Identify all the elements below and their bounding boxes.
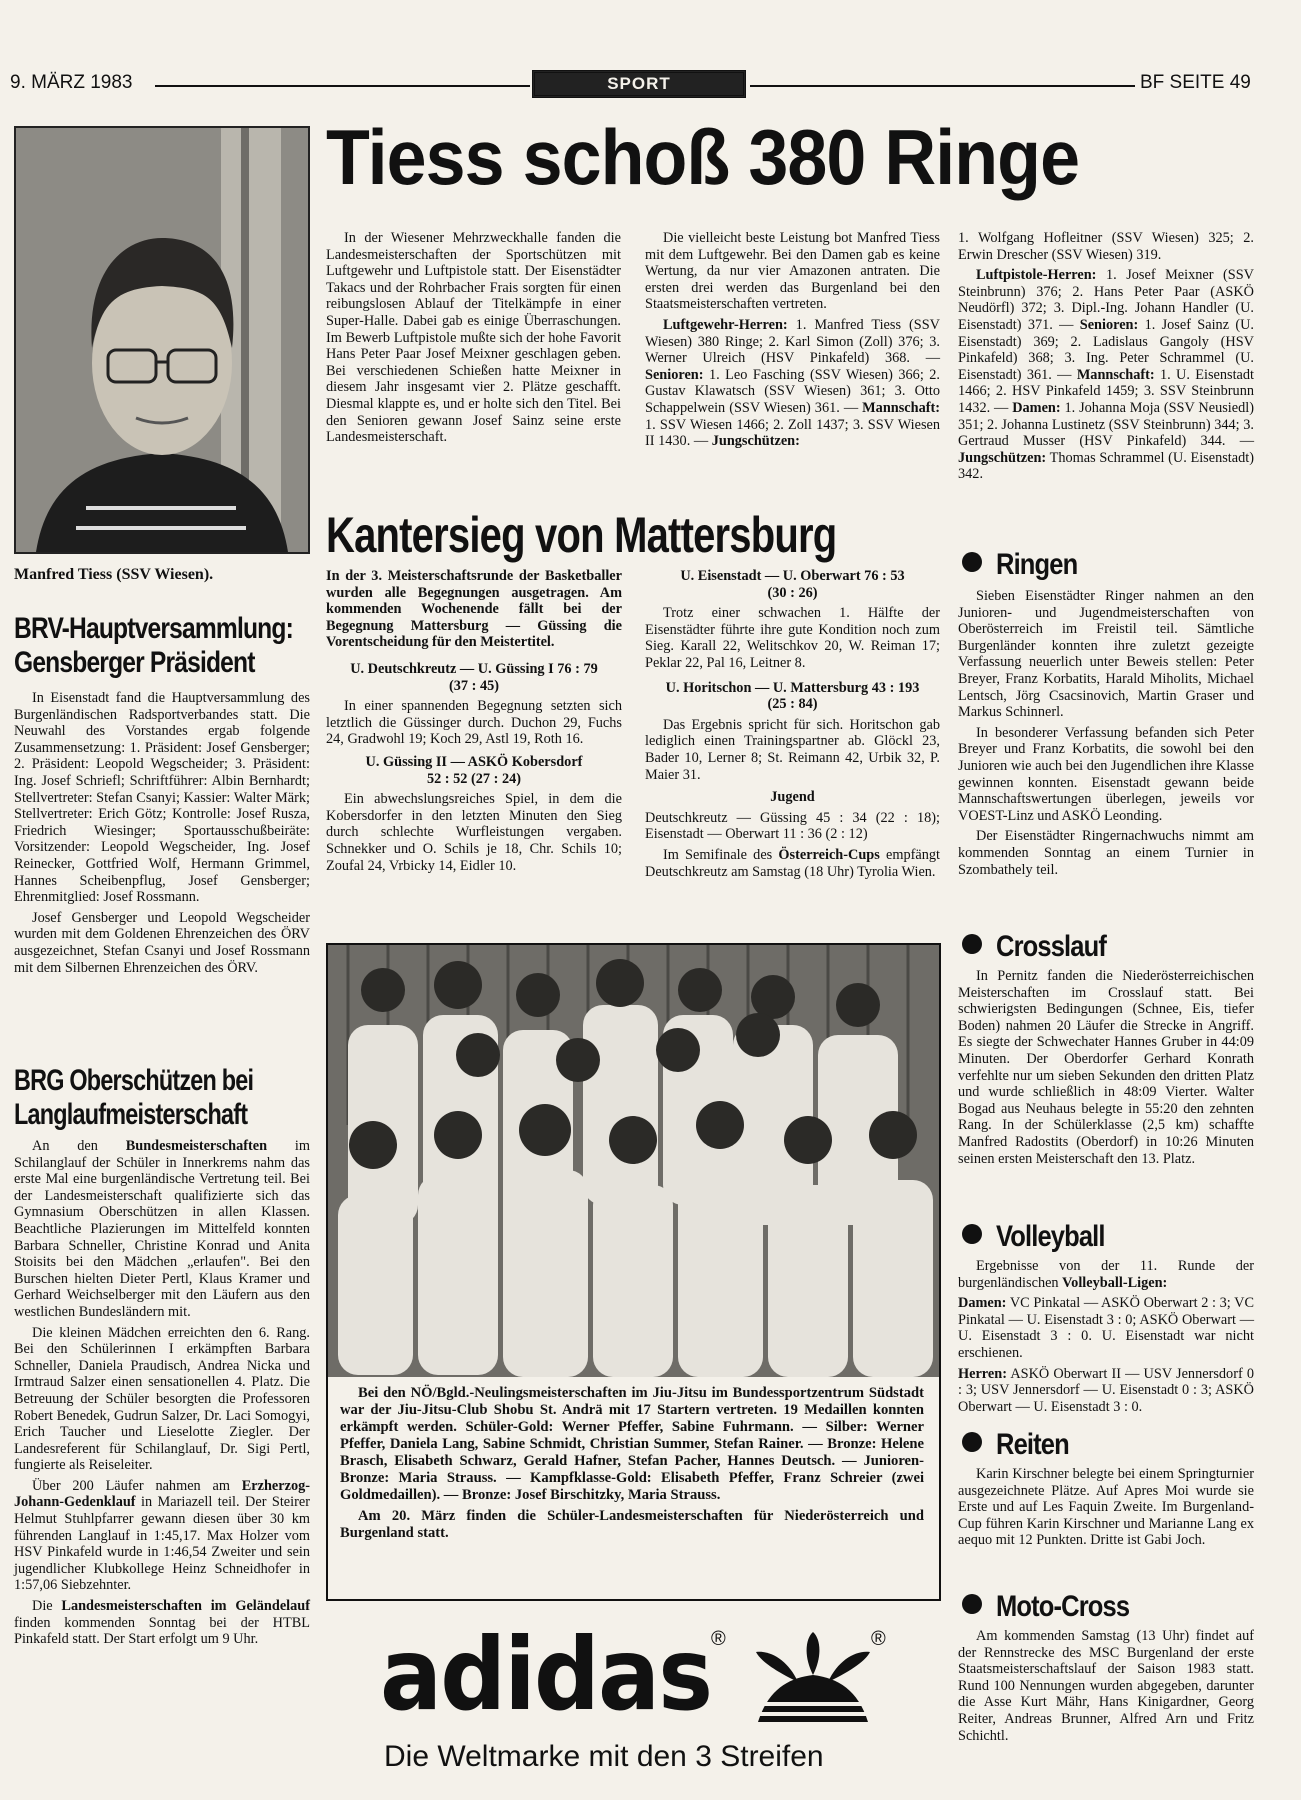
motocross-title: Moto-Cross	[996, 1590, 1130, 1623]
brv-text2: Josef Gensberger und Leopold Wegscheider wurden mit dem Goldenen Ehrenzeichen des ÖRV ausgezeichnet, Stefan Csanyi und Josef Rossmann mit dem Silbernen Ehrenzeichen des ÖRV.	[14, 909, 310, 976]
label-mannschaft-lp: Mannschaft:	[1076, 366, 1155, 383]
game3-sub: (30 : 26)	[767, 584, 818, 601]
game4-sub: (25 : 84)	[767, 696, 818, 713]
crosslauf-text: In Pernitz fanden die Niederösterreichischen Meisterschaften im Crosslauf statt. Bei schwierigsten Bedingungen (Schnee, Eis, tiefer Boden) nahmen 20 Läufer die Strecke in Angriff. Es siegte der Schwechater Hannes Gruber in 44:09 Minuten. Der Oberdorfer Gerhard Konrath verfehlte nur um sieben Sekunden den dritten Platz und wurde schließlich in 48:09 Vierter. Walter Bogad aus Neuhaus belegte in 55:20 den zehnten Rang. In der Schülerklasse (2,5 km) schaffte Manfred Radostits (Oberdorf) in 10:26 Minuten seinen ersten Meisterschaft den 13. Platz.	[958, 968, 1254, 1167]
jiujitsu-caption: Bei den NÖ/Bgld.-Neulingsmeisterschaften im Jiu-Jitsu im Bundessportzentrum Südstadt war der Jiu-Jitsu-Club Shobu St. Andrä mit 17 Startern vertreten. 19 Medaillen konnten erkämpft werden. Schüler-Gold: Werner Pfeffer, Sabine Fuhrmann. — Silber: Werner Pfeffer, Daniela Lang, Sabine Schmidt, Christian Summer, Stefan Rainer. — Bronze: Helene Brasch, Elisabeth Schwarz, Gerald Hafner, Stefan Pacher, Hannes Deutsch. — Junioren-Bronze: Maria Strauss. — Kampfklasse-Gold: Elisabeth Pfeffer, Franz Schreier (zwei Goldmedaillen). — Bronze: Josef Birschitzky, Maria Strauss.	[340, 1385, 924, 1503]
reiten-text: Karin Kirschner belegte bei einem Springturnier ausgezeichnete Plätze. Auf Apres Moi wurde sie Erste und auf Les Faquin Zweite. Im Burgenland-Cup führen Karin Kirschner und Marianne Lang ex aequo mit 12 Punkten. Dritte ist Gabi Joch.	[958, 1466, 1254, 1549]
adidas-trefoil-icon	[748, 1630, 878, 1730]
label-luftgewehr: Luftgewehr-Herren:	[663, 316, 788, 333]
volleyball-article	[958, 1258, 1254, 1419]
cup-pre: Im Semifinale des	[663, 846, 773, 863]
masthead-rule-right	[750, 85, 1135, 87]
cup-bold: Österreich-Cups	[778, 846, 880, 863]
crosslauf-title: Crosslauf	[996, 930, 1106, 963]
label-senioren: Senioren:	[645, 366, 704, 383]
brg-article	[14, 1138, 310, 1652]
bullet-icon	[962, 1224, 982, 1244]
crosslauf-headline	[962, 930, 1125, 964]
jiujitsu-caption-2: Am 20. März finden die Schüler-Landesmeisterschaften für Niederösterreich und Burgenland statt.	[340, 1508, 924, 1541]
ringen-text1: Sieben Eisenstädter Ringer nahmen an den Junioren- und Jugendmeisterschaften von Oberösterreich im Freistil teil. Sämtliche Burgenländer konnten ihre zuletzt gezeigte Verfassung neuerlich unter Beweis stellen: Peter Breyer, Franz Korbatits, Harald Miholits, Michael Lentsch, Jörg Csacsinovich, Martin Graser und Markus Schinnerl.	[958, 588, 1254, 721]
jung-lp-results: Thomas Schrammel (U. Eisenstadt) 342.	[958, 449, 1254, 483]
reiten-title: Reiten	[996, 1428, 1069, 1461]
brv-headline-1: BRV-Hauptversammlung:	[14, 612, 293, 645]
label-jung-lp: Jungschützen:	[958, 449, 1047, 466]
brg-text2: Die kleinen Mädchen erreichten den 6. Rang. Bei den Schülerinnen I erkämpften Barbara Schneller, Daniela Praudisch, Andrea Nicka und Irmtraud Salzer einen sensationellen 4. Platz. Die Betreuung der Schüler besorgten die Professoren Robert Benedek, Gudrun Salzer, Dr. Laci Somogyi, Erich Taucher und Lieselotte Ziegler. Der Landesreferent für Schilanglauf, Dr. Sigi Pertl, fungierte als Reiseleiter.	[14, 1324, 310, 1474]
brg-text3-pre: Über 200 Läufer nahmen am	[32, 1477, 230, 1494]
main-col3-text2	[958, 267, 1254, 483]
brg-text3-rest: in Mariazell teil. Der Steirer Helmut Stuhlpfarrer gewann diesen über 30 km führenden Langlauf in 1:45,17. Max Holzer vom HSV Pinkafeld wurde in 1:46,54 Zweiter und sein jugendlicher Klubkollege Heinz Schneidhofer in 1:57,06 Siebzehnter.	[14, 1494, 310, 1594]
adidas-registered-1: ®	[711, 1628, 726, 1650]
volleyball-intro-bold: Volleyball-Ligen:	[1062, 1274, 1168, 1291]
volleyball-title: Volleyball	[996, 1220, 1105, 1253]
volleyball-intro	[958, 1258, 1254, 1291]
cup-rest: empfängt Deutschkreutz am Samstag (18 Uhr) Tyrolia Wien.	[645, 846, 940, 880]
adidas-registered-2: ®	[871, 1628, 886, 1650]
volleyball-damen-results: VC Pinkatal — ASKÖ Oberwart 2 : 3; VC Pinkatal — U. Eisenstadt 3 : 0; ASKÖ Oberwart — U. Eisenstadt 3 : 0. U. Eisenstadt war nicht erschienen.	[958, 1295, 1254, 1361]
game2-title: U. Güssing II — ASKÖ Kobersdorf	[365, 753, 583, 770]
brg-headline-2: Langlaufmeisterschaft	[14, 1098, 248, 1131]
luftgewehr-results: 1. Manfred Tiess (SSV Wiesen) 380 Ringe; 2. Karl Simon (Zoll) 376; 3. Werner Ulreich (HSV Pinkafeld) 368. —	[645, 316, 940, 367]
label-mannschaft: Mannschaft:	[862, 399, 941, 416]
masthead	[10, 70, 1255, 100]
volleyball-herren-results: ASKÖ Oberwart II — USV Jennersdorf 0 : 3; USV Jennersdorf — U. Eisenstadt 0 : 3; ASKÖ Oberwart — U. Eisenstadt 3 : 0.	[958, 1365, 1254, 1415]
ringen-article	[958, 588, 1254, 882]
game4-title: U. Horitschon — U. Mattersburg 43 : 193	[665, 679, 920, 696]
bullet-icon	[962, 552, 982, 572]
ringen-headline	[962, 548, 1092, 582]
reiten-headline	[962, 1428, 1082, 1462]
brv-article	[14, 690, 310, 980]
label-damen-vb: Damen:	[958, 1295, 1007, 1312]
portrait-caption: Manfred Tiess (SSV Wiesen).	[14, 566, 214, 583]
brg-text1-pre: An den	[32, 1138, 98, 1154]
crosslauf-article	[958, 968, 1254, 1171]
bullet-icon	[962, 934, 982, 954]
brg-text4	[14, 1598, 310, 1648]
basketball-col1	[326, 568, 622, 878]
volleyball-intro-pre: Ergebnisse von der 11. Runde der burgenländischen	[958, 1258, 1254, 1291]
brg-text3-bold: Erzherzog-Johann-Gedenklauf	[14, 1477, 311, 1511]
masthead-page: BF SEITE 49	[1140, 72, 1251, 93]
volleyball-damen	[958, 1295, 1254, 1361]
portrait-figure	[16, 128, 308, 552]
basketball-col2	[645, 568, 940, 884]
game2-sub: 52 : 52 (27 : 24)	[426, 770, 522, 787]
game1-title: U. Deutschkreutz — U. Güssing I 76 : 79	[350, 660, 598, 677]
reiten-article	[958, 1466, 1254, 1553]
brg-headline-1: BRG Oberschützen bei	[14, 1064, 254, 1097]
main-article-col3	[958, 230, 1254, 487]
jiujitsu-caption-box	[340, 1385, 924, 1546]
brg-text4-bold: Landesmeisterschaften im Geländelauf	[61, 1598, 311, 1615]
senioren-lp-results: 1. Josef Sainz (U. Eisenstadt) 369; 2. Ladislaus Gangoly (HSV Pinkafeld) 368; 3. Ing. Peter Schrammel (U. Eisenstadt) 361. —	[958, 316, 1254, 383]
game1-sub: (37 : 45)	[448, 677, 500, 694]
motocross-article	[958, 1628, 1254, 1748]
jiujitsu-group-photo	[328, 945, 939, 1377]
label-damen-lp: Damen:	[1012, 399, 1061, 416]
main-article-col2	[645, 230, 940, 454]
adidas-ad	[376, 1616, 911, 1795]
brv-text1: In Eisenstadt fand die Hauptversammlung des Burgenländischen Radsportverbandes statt. Die Neuwahl des Vorstandes ergab folgende Zusammensetzung: 1. Präsident: Josef Gensberger; 2. Präsident: Leopold Wegscheider; 3. Präsident: Ing. Josef Schriefl; Schriftführer: Albin Bernhardt; Stellvertreter: Stefan Csanyi; Kassier: Walter Märk; Stellvertreter: Erich Götz; Kontrolle: Josef Rusza, Friedrich Wiesinger; Sportausschußbeiräte: Vorsitzender: Leopold Wegscheider, Ing. Josef Reinecker, Gottfried Wolf, Hermann Grimmel, Hannes Scheibenpflug, Josef Gensberger; Ehrenmitglied: Josef Rossmann.	[14, 690, 310, 906]
main-col2-text2	[645, 317, 940, 450]
basketball-headline: Kantersieg von Mattersburg	[326, 507, 837, 563]
damen-lp-results: 1. Johanna Moja (SSV Neusiedl) 351; 2. Johanna Lustinetz (SSV Steinbrunn) 344; 3. Gertraud Musser (HSV Pinkafeld) 344. —	[958, 399, 1254, 450]
label-jungschuetzen: Jungschützen:	[711, 433, 800, 450]
portrait-photo	[14, 126, 310, 554]
bullet-icon	[962, 1594, 982, 1614]
adidas-wordmark: adidas	[380, 1616, 712, 1733]
main-col2-text1: Die vielleicht beste Leistung bot Manfred Tiess mit dem Luftgewehr. Bei den Damen gab es keine Wertung, da nur vier Amazonen antraten. Die ersten drei werden das Burgenland bei den Staatsmeisterschaften vertreten.	[645, 230, 940, 313]
brg-text1	[14, 1138, 310, 1321]
adidas-slogan: Die Weltmarke mit den 3 Streifen	[384, 1740, 824, 1773]
mannschaft-lp-results: 1. U. Eisenstadt 1466; 2. HSV Pinkafeld 1459; 3. SSV Steinbrunn 1432. —	[958, 366, 1255, 416]
senioren-results: 1. Leo Fasching (SSV Wiesen) 366; 2. Gustav Klawatsch (SSV Wiesen) 361; 3. Otto Schappelwein (SSV Wiesen) 361. —	[645, 366, 940, 416]
brg-text3	[14, 1478, 310, 1594]
game4-text: Das Ergebnis spricht für sich. Horitschon gab lediglich einen Trainingspartner ab. Glöckl 23, Bader 10, Lerner 8; St. Reimann 42, Urbik 32, P. Maier 31.	[645, 716, 940, 783]
jiujitsu-box	[326, 943, 941, 1601]
brg-text1-rest: im Schilanglauf der Schüler in Innerkrems nahm das erste Mal eine burgenländische Vertretung teil. Bei der Landesmeisterschaft qualifizierte sich das Gymnasium Oberschützen in allen Klassen. Beachtliche Plazierungen im Mittelfeld konnten Barbara Schneller, Christine Konrad und Anita Stoisits bei den Mädchen „erlaufen". Bei den Burschen hielten Dieter Pertl, Klaus Kramer und Gerhard Weichselberger mit den Läufern aus den westlichen Bundesländern mit.	[14, 1138, 311, 1320]
volleyball-herren	[958, 1366, 1254, 1416]
volleyball-headline	[962, 1220, 1124, 1254]
game2-text: Ein abwechslungsreiches Spiel, in dem die Kobersdorfer in den letzten Minuten den Sieg durch schlechte Wurfleistungen vergaben. Schnekker und O. Schils je 18, Chr. Schils 10; Zoufal 24, Vrbicky 14, Eidler 10.	[326, 791, 622, 874]
main-col1-text: In der Wiesener Mehrzweckhalle fanden die Landesmeisterschaften der Sportschützen mit Luftgewehr und Luftpistole statt. Der Eisenstädter Takacs und der Rohrbacher Frais sorgten für einen reibungslosen Ablauf der Titelkämpfe in einer Super-Halle. Dabei gab es einige Überraschungen. Im Bewerb Luftpistole mußte sich der hohe Favorit Hans Peter Paar Josef Meixner geschlagen geben. Bei verschiedenen Schießen hatte Meixner in diesem Jahr insgesamt vier 2. Plätze geschafft. Diesmal klappte es, und er holte sich den Titel. Bei den Senioren gewann Josef Sainz seine erste Landesmeisterschaft.	[326, 230, 621, 446]
motocross-headline	[962, 1590, 1153, 1624]
ringen-title: Ringen	[996, 548, 1078, 581]
brv-headline-2: Gensberger Präsident	[14, 646, 255, 679]
label-luftpistole: Luftpistole-Herren:	[976, 267, 1097, 284]
luftpistole-results: 1. Josef Meixner (SSV Steinbrunn) 376; 2. Hans Peter Paar (ASKÖ Neudörfl) 372; 3. Dipl.-Ing. Johann Handler (U. Eisenstadt) 371. —	[958, 267, 1255, 333]
main-col3-text1: 1. Wolfgang Hofleitner (SSV Wiesen) 325; 2. Erwin Drescher (SSV Wiesen) 319.	[958, 230, 1254, 263]
masthead-rule-left	[155, 85, 530, 87]
game1-text: In einer spannenden Begegnung setzten sich letztlich die Güssinger durch. Duchon 29, Fuchs 24, Gradwohl 19; Koch 29, Astl 19, Roth 16.	[326, 698, 622, 748]
game3-text: Trotz einer schwachen 1. Hälfte der Eisenstädter führte ihre gute Kondition noch zum Sieg. Karall 22, Welitschkov 20, W. Reiman 17; Peklar 22, Pal 16, Leitner 8.	[645, 605, 940, 671]
main-headline: Tiess schoß 380 Ringe	[326, 113, 1080, 201]
main-article-col1	[326, 230, 621, 450]
brg-text4-pre: Die	[32, 1598, 53, 1615]
section-label: SPORT	[607, 74, 671, 93]
jugend-text: Deutschkreutz — Güssing 45 : 34 (22 : 18); Eisenstadt — Oberwart 11 : 36 (2 : 12)	[645, 809, 940, 843]
game3-title: U. Eisenstadt — U. Oberwart 76 : 53	[680, 568, 905, 584]
ringen-text2: In besonderer Verfassung befanden sich Peter Breyer und Franz Korbatits, die sowohl bei den Junioren wie auch bei den Jugendlichen ihre Klasse gewinnen konnten. Eisenstadt gewann beide Mannschaftswertungen überlegen, jeweils vor VOEST-Linz und ASKÖ Leonding.	[958, 724, 1254, 824]
mannschaft-results: 1. SSV Wiesen 1466; 2. Zoll 1437; 3. SSV Wiesen II 1430. —	[645, 416, 940, 450]
brg-text4-rest: finden kommenden Sonntag bei der HTBL Pinkafeld statt. Der Start erfolgt um 9 Uhr.	[14, 1614, 310, 1648]
masthead-date: 9. MÄRZ 1983	[10, 72, 133, 93]
basketball-intro: In der 3. Meisterschaftsrunde der Basketballer wurden alle Begegnungen ausgetragen. Am kommenden Wochenende fällt bei der Begegnung Mattersburg — Güssing die Vorentscheidung für den Meistertitel.	[326, 568, 622, 651]
cup-text	[645, 847, 940, 880]
section-box	[532, 70, 746, 98]
bullet-icon	[962, 1432, 982, 1452]
motocross-text: Am kommenden Samstag (13 Uhr) findet auf der Rennstrecke des MSC Burgenland der erste Staatsmeisterschaftslauf der Saison 1983 statt. Rund 100 Nennungen wurden abgegeben, darunter die Asse Kurt Mähr, Hans Kinigardner, Georg Reiter, Andreas Brunner, Alfred Arn und Fritz Schichtl.	[958, 1628, 1254, 1744]
ringen-text3: Der Eisenstädter Ringernachwuchs nimmt am kommenden Sonntag an einem Turnier in Szombathely teil.	[958, 828, 1254, 878]
label-herren-vb: Herren:	[958, 1365, 1007, 1382]
label-senioren-lp: Senioren:	[1079, 316, 1139, 333]
brg-text1-bold: Bundesmeisterschaften	[125, 1138, 268, 1154]
jugend-title: Jugend	[770, 789, 815, 806]
